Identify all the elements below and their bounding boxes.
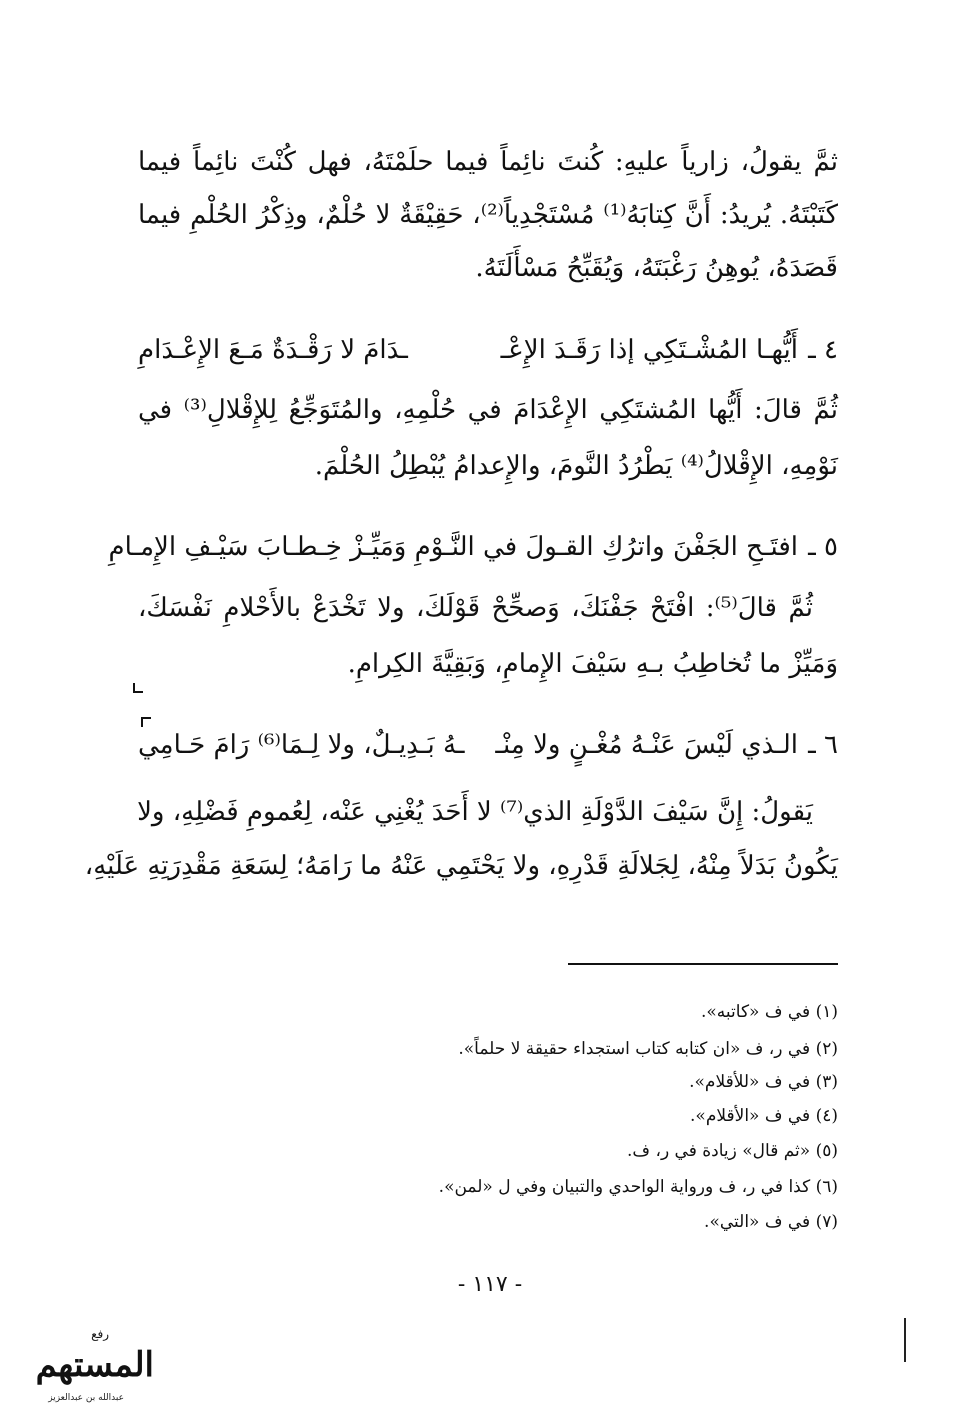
- paragraph-4-line-2: يَكُونُ بَدَلاً مِنْهُ، لِجَلالَةِ قَدْرِهِ، ولا يَحْتَمِي عَنْهُ ما رَامَهُ؛ لِسَعَةِ مَقْدِرَتِهِ عَلَيْهِ،: [84, 851, 838, 881]
- paragraph-4-line-1: يَقولُ: إِنَّ سَيْفَ الدَّوْلَةِ الذي⁽⁷⁾ لا أَحَدَ يُغْنِي عَنْه، لِعُمومِ فَضْلِهِ، ولا: [137, 797, 813, 827]
- logo-caption: عبدالله بن عبدالعزيز: [48, 1393, 124, 1403]
- margin-mark: [904, 1318, 906, 1362]
- paragraph-1-line-1: ثمَّ يقولُ، زارياً عليهِ: كُنتَ نائِماً فيما حلَمْتَهُ، فهل كُنْتَ نائِماً فيما: [138, 147, 838, 177]
- footnote: (٧) في ف «التي».: [704, 1212, 838, 1232]
- verse-first-hemistich: أَيُّهـا المُشْـتَكِي إذا رَقَـدَ الإِعْـ: [500, 335, 798, 365]
- verse-second-hemistich: ـهُ بَـدِيـلٌ، ولا لِـمَا⁽⁶⁾ رَامَ حَـامِي: [138, 730, 465, 760]
- verse-6: [138, 725, 838, 765]
- paragraph-1-line-3: قَصَدَهُ، يُوهِنُ رَغْبَتَهُ، وَيُقَبِّحُ مَسْأَلَتَهُ.: [475, 253, 838, 283]
- paragraph-2-line-1: ثُمَّ قالَ: أَيُّها المُشتَكِي الإِعْدَامَ في حُلْمِهِ، والمُتَوَجِّعُ لِلإِقْلالِ⁽³⁾ في: [138, 395, 839, 425]
- logo-small-text: رفع: [91, 1327, 109, 1341]
- paragraph-3-line-2: وَمَيِّزْ ما تُخاطِبُ بـهِ سَيْفَ الإِمامِ، وَبَقِيَّةَ الكِرامِ.: [347, 649, 838, 679]
- verse-second-hemistich: ـدَامَ لا رَقْـدَةٌ مَـعَ الإِعْـدَامِ: [138, 335, 408, 365]
- footnote: (٣) في ف «للأقلام».: [689, 1072, 838, 1092]
- verse-4: [138, 330, 838, 370]
- paragraph-1-line-2: كَتَبْتَهُ. يُريدُ: أَنَّ كِتابَهُ⁽¹⁾ مُسْتَجْدِياً⁽²⁾، حَقِيْقَةٌ لا حُلْمٌ، وذِكْرُ الحُلْمِ فيما: [138, 200, 838, 230]
- verse-second-hemistich: مِ وَمَيِّـزْ خِـطـابَ سَيْـفِ الإِمـامِ: [108, 532, 431, 562]
- paragraph-2-line-2: نَوْمِهِ، الإِقْلالُ⁽⁴⁾ يَطْرُدُ النَّومَ، والإِعدامُ يُبْطِلُ الحُلْمَ.: [314, 451, 838, 481]
- publisher-logo: [14, 1318, 164, 1408]
- footnote-separator: [568, 963, 838, 965]
- verse-number: ٥ ـ: [808, 532, 838, 562]
- verse-5: [108, 527, 838, 567]
- verse-number: ٤ ـ: [808, 335, 838, 365]
- footnote: (٤) في ف «الأقلام».: [690, 1106, 838, 1126]
- verse-number: ٦ ـ: [808, 730, 838, 760]
- footnote: (٢) في ر، ف «ان كتابه كتاب استجداء حقيقة لا حلماً».: [458, 1039, 838, 1059]
- verse-first-hemistich: افتَـحِ الجَفْنَ واترُكِ القـولَ في النَّـوْ: [430, 532, 798, 562]
- footnote: (١) في ف «كاتبه».: [701, 1002, 838, 1022]
- footnote: (٦) كذا في ر، ف ورواية الواحدي والتبيان وفي ل «لمن».: [438, 1177, 838, 1197]
- bracket-mark: [133, 683, 143, 693]
- page-number: - ١١٧ -: [457, 1272, 523, 1297]
- paragraph-3-line-1: ثُمَّ قالَ⁽⁵⁾: افْتَحْ جَفْنَكَ، وَصحِّحْ قَوْلَكَ، ولا تَخْدَعْ بالأَحْلامِ نَفْسَكَ،: [138, 593, 813, 623]
- footnote: (٥) «ثم قال» زيادة في ر، ف.: [627, 1141, 838, 1161]
- logo-main-text: المستهم: [35, 1345, 154, 1385]
- verse-first-hemistich: الـذي لَيْسَ عَنْـهُ مُغْـنٍ ولا مِنْـ: [495, 730, 798, 760]
